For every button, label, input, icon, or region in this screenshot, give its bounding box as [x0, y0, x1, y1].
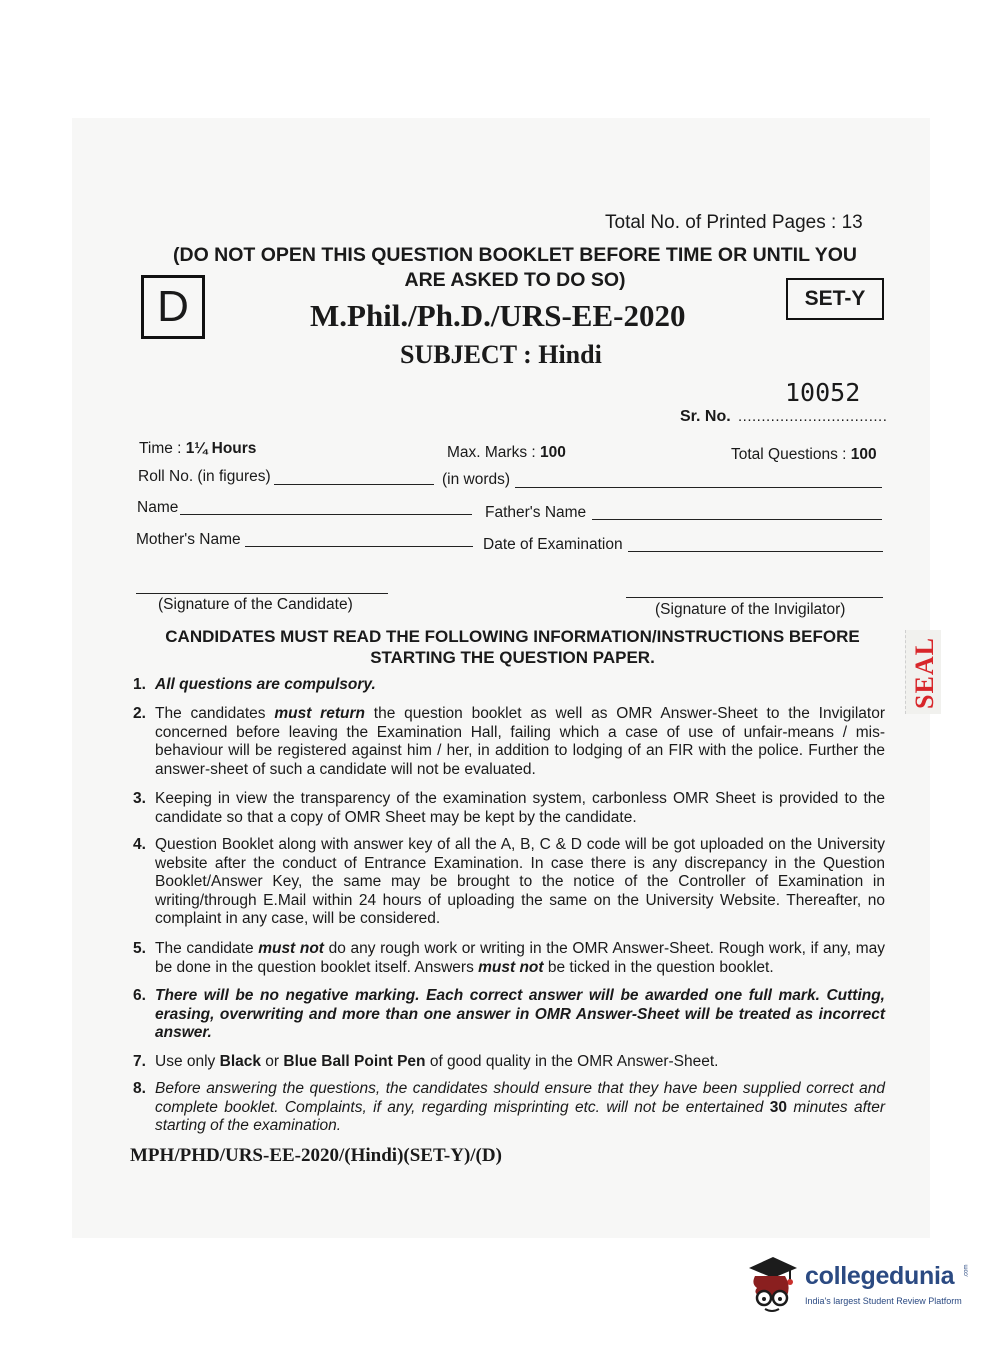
do-not-open-warning	[150, 243, 880, 293]
series-code-box: D	[141, 275, 205, 339]
roll-figures-line	[274, 484, 434, 485]
instruction-7: 7. Use only Black or Blue Ball Point Pen of good quality in the OMR Answer-Sheet.	[133, 1053, 719, 1070]
seal-strip	[905, 630, 941, 714]
fathers-name-line	[592, 519, 882, 520]
printed-pages: Total No. of Printed Pages : 13	[605, 212, 863, 233]
logo-brand: collegedunia	[805, 1262, 955, 1290]
mothers-name-label: Mother's Name	[136, 531, 241, 548]
roll-words-label: (in words)	[442, 471, 511, 488]
name-label: Name	[137, 499, 179, 516]
date-of-exam-line	[628, 551, 883, 552]
instructions-heading-line-1: CANDIDATES MUST READ THE FOLLOWING INFORMATION/INSTRUCTIONS BEFORE	[165, 627, 860, 646]
serial-dots: ................................	[738, 408, 888, 425]
candidate-signature-label: (Signature of the Candidate)	[158, 596, 353, 613]
graduate-mascot-icon	[745, 1254, 801, 1316]
candidate-signature-line	[136, 593, 388, 594]
instruction-5: 5. The candidate must not do any rough work or writing in the OMR Answer-Sheet. Rough work, if any, may be done in the question booklet itself. Answers must not be ticked in the question booklet.	[133, 940, 885, 976]
invigilator-signature-line	[626, 597, 883, 598]
instruction-1: 1. All questions are compulsory.	[133, 676, 376, 693]
collegedunia-logo	[745, 1254, 970, 1318]
footer-code: MPH/PHD/URS-EE-2020/(Hindi)(SET-Y)/(D)	[130, 1145, 502, 1166]
logo-tagline: India's largest Student Review Platform	[805, 1296, 962, 1306]
seal-label: SEAL	[909, 637, 939, 709]
exam-title: M.Phil./Ph.D./URS-EE-2020	[310, 298, 686, 333]
instructions-heading-line-2: STARTING THE QUESTION PAPER.	[370, 648, 655, 667]
set-box: SET-Y	[786, 278, 884, 320]
instruction-8: 8. Before answering the questions, the candidates should ensure that they have been supplied correct and complete booklet. Complaints, if any, regarding misprinting etc. will not be entertained 30 minutes after starting of the examination.	[133, 1080, 885, 1134]
warning-line-1: (DO NOT OPEN THIS QUESTION BOOKLET BEFORE TIME OR UNTIL YOU	[173, 244, 857, 266]
fathers-name-label: Father's Name	[485, 504, 587, 521]
mothers-name-line	[245, 546, 473, 547]
time-field: Time : 1¼ Hours	[139, 440, 257, 457]
warning-line-2: ARE ASKED TO DO SO)	[404, 269, 626, 291]
instruction-3: 3. Keeping in view the transparency of the examination system, carbonless OMR Sheet is provided to the candidate so that a copy of OMR Sheet may be kept by the candidate.	[133, 790, 885, 826]
roll-figures-label: Roll No. (in figures)	[138, 468, 271, 485]
name-line	[180, 514, 472, 515]
instruction-2: 2. The candidates must return the question booklet as well as OMR Answer-Sheet to the Invigilator concerned before leaving the Examination Hall, failing which a case of use of unfair-means / mis-behaviour will be registered against him / her, in addition to lodging of an FIR with the police. Further the answer-sheet of such a candidate will not be evaluated.	[133, 705, 886, 778]
serial-label: Sr. No.	[680, 408, 731, 425]
instructions-heading	[140, 626, 885, 668]
serial-number: 10052	[785, 378, 861, 407]
invigilator-signature-label: (Signature of the Invigilator)	[655, 601, 846, 618]
roll-words-line	[515, 487, 882, 488]
logo-com: .com	[963, 1264, 970, 1278]
total-questions-field: Total Questions : 100	[731, 446, 877, 463]
subject-title: SUBJECT : Hindi	[400, 340, 602, 369]
date-of-exam-label: Date of Examination	[483, 536, 623, 553]
max-marks-field: Max. Marks : 100	[447, 444, 566, 461]
instruction-4: 4. Question Booklet along with answer key of all the A, B, C & D code will be got uploaded on the University website after the conduct of Entrance Examination. In case there is any discrepancy in the Question Booklet/Answer Key, the same may be brought to the notice of the Controller of Examination in writing/through E.Mail within 24 hours of uploading the same on the University Website. Thereafter, no complaint in any case, will be considered.	[133, 836, 885, 927]
instruction-6: 6. There will be no negative marking. Each correct answer will be awarded one full mark. Cutting, erasing, overwriting and more than one answer in OMR Answer-Sheet will be treated as incorrect answer.	[133, 987, 885, 1041]
